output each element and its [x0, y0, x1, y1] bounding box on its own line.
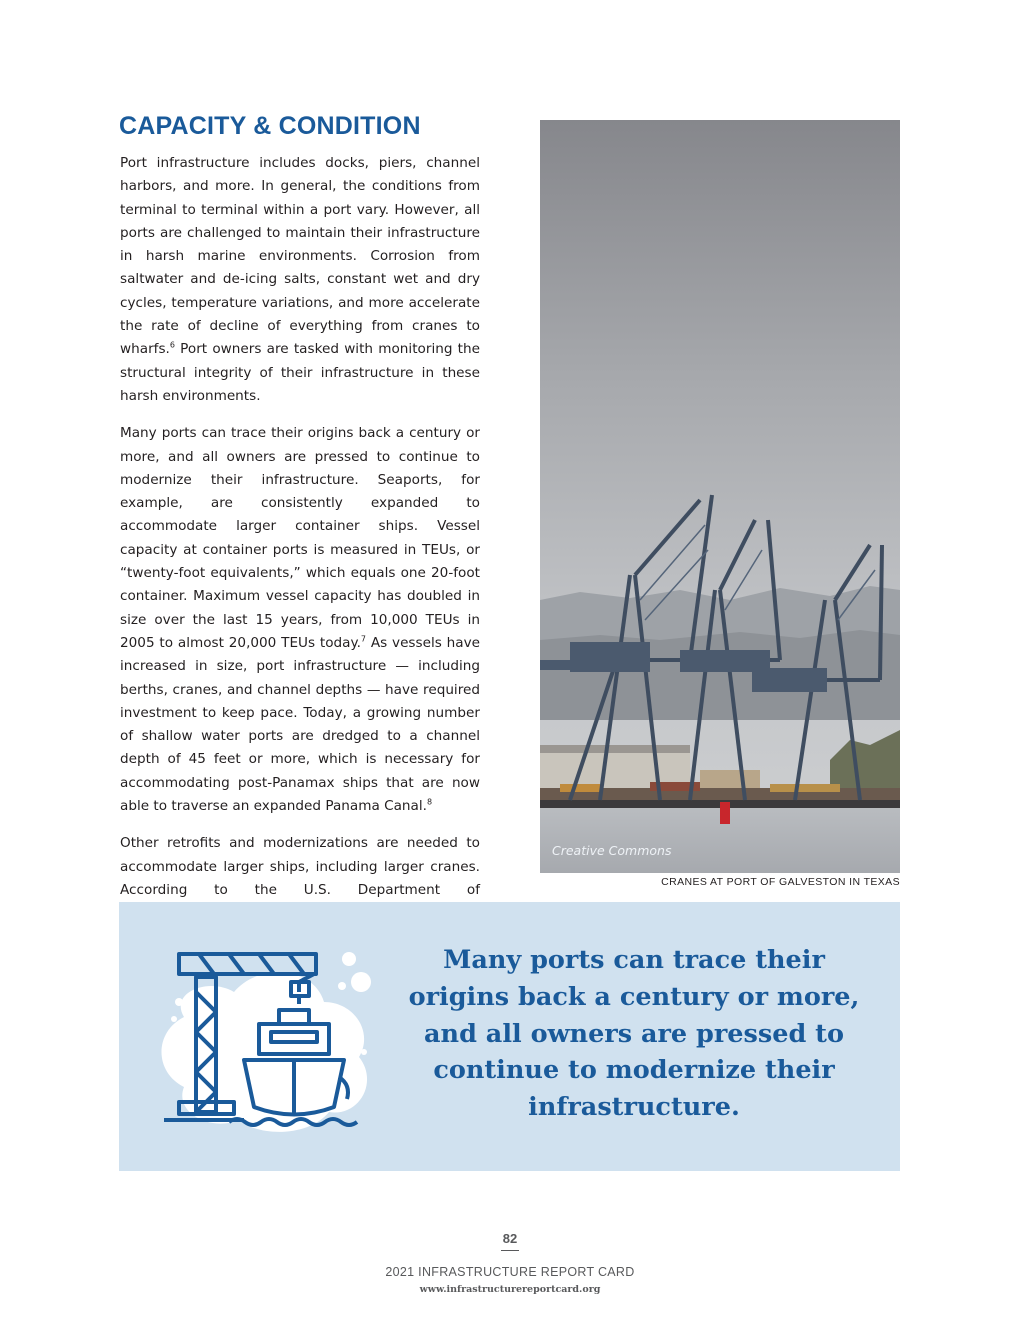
footnote-ref-8[interactable]: 8	[426, 797, 433, 807]
paragraph-3: Other retrofits and modernizations are needed to accommodate larger ships, including larger cranes. According to the U.S. Department of	[120, 835, 480, 898]
paragraph-2: Many ports can trace their origins back a century or more, and all owners are pressed to continue to modernize their infrastructure. Seaports, for example, are consistently expanded to accommodate larger container ships. Vessel capacity at container ports is measured in TEUs, or “twenty-foot equivalents,” which equals one 20-foot container. Maximum vessel capacity has doubled in size over the last 15 years, from 10,000 TEUs in 2005 to almost 20,000 TEUs today.$^7$ As vessels have increased in size, port infrastructure — including berths, cranes, and channel depths — have required investment to keep pace. Today, a growing number of shallow water ports are dredged to a channel depth of 45 feet or more, which is necessary for accommodating post-Panamax ships that are now able to traverse an expanded Panama Canal.$^8$	[120, 425, 480, 815]
footer-url-link[interactable]: www.infrastructurereportcard.org	[419, 1284, 601, 1295]
pull-quote-text: Many ports can trace their origins back a century or more, and all owners are pressed to continue to modernize their infrastructure.	[408, 945, 860, 1123]
cranes-photo	[540, 120, 900, 873]
body-text-column	[120, 152, 480, 986]
photo-caption: CRANES AT PORT OF GALVESTON IN TEXAS	[661, 876, 900, 888]
section-heading: CAPACITY & CONDITION	[119, 112, 421, 140]
photo-credit: Creative Commons	[552, 843, 672, 858]
footer-title: 2021 INFRASTRUCTURE REPORT CARD	[385, 1265, 635, 1279]
footnote-ref-6[interactable]: 6	[169, 340, 175, 350]
cranes-illustration	[540, 120, 900, 873]
crane-and-ship-icon	[139, 922, 379, 1152]
pull-quote-box	[119, 902, 900, 1171]
page-number: 82	[0, 1230, 1020, 1251]
paragraph-1: Port infrastructure includes docks, piers, channel harbors, and more. In general, the conditions from terminal to terminal within a port vary. However, all ports are challenged to maintain their infrastructure in harsh marine environments. Corrosion from saltwater and de-icing salts, constant wet and dry cycles, temperature variations, and more accelerate the rate of decline of everything from cranes to wharfs.$^6$ Port owners are tasked with monitoring the structural integrity of their infrastructure in these harsh environments.	[120, 155, 480, 404]
footnote-ref-7[interactable]: 7	[360, 634, 367, 644]
